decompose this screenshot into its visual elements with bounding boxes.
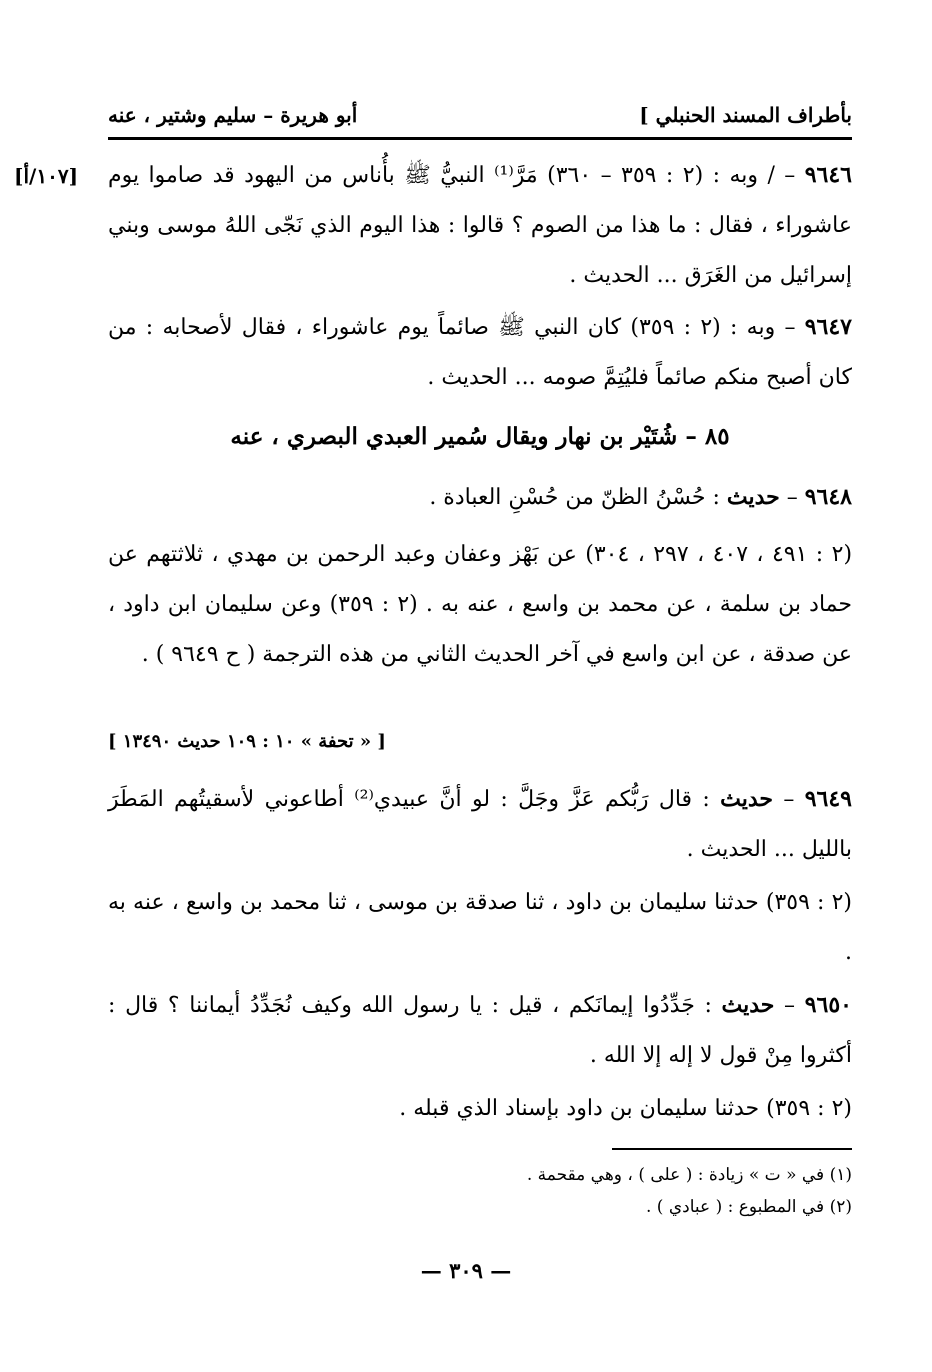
hadith-9650-matn <box>108 980 852 1081</box>
entry-number: ٩٦٤٦ <box>804 162 852 188</box>
hadith-number: ٩٦٤٨ <box>804 484 852 510</box>
entry-number: ٩٦٤٧ <box>804 314 852 340</box>
hadith-number: ٩٦٤٩ <box>804 786 852 812</box>
hadith-9649-matn <box>108 774 852 875</box>
hadith-label: حديث <box>720 786 774 812</box>
hadith-9649-isnad: (٢ : ٣٥٩) حدثنا سليمان بن داود ، ثنا صدقة بن موسى ، ثنا محمد بن واسع ، عنه به . <box>108 890 852 965</box>
hadith-dash: – <box>774 993 805 1018</box>
header-book-title: بأطراف المسند الحنبلي ] <box>639 103 852 127</box>
footnote-rule <box>612 1148 852 1150</box>
hadith-9650-isnad: (٢ : ٣٥٩) حدثنا سليمان بن داود بإسناد الذي قبله . <box>399 1096 852 1121</box>
hadith-number: ٩٦٥٠ <box>804 992 852 1018</box>
footnote-1: (١) في « ت » زيادة : ( على ) ، وهي مقحمة . <box>526 1165 852 1185</box>
hadith-9648-matn <box>108 472 852 523</box>
tuhfa-reference: [ « تحفة » ١٠ : ١٠٩ حديث ١٣٤٩٠ ] <box>108 731 386 752</box>
page-number: — ٣٠٩ — <box>420 1258 512 1283</box>
section-title: ٨٥ – شُتَيْر بن نهار ويقال سُمير العبدي البصري ، عنه <box>230 423 730 450</box>
entry-text: – وبه : (٢ : ٣٥٩) كان النبي ﷺ صائماً يوم عاشوراء ، فقال لأصحابه : من كان أصبح منكم صائماً فليُتِمَّ صومه ... الحديث . <box>108 315 852 390</box>
hadith-9648-isnad: (٢ : ٤٩١ ، ٤٠٧ ، ٢٩٧ ، ٣٠٤) عن بَهْز وعفان وعبد الرحمن بن مهدي ، ثلاثتهم عن حماد بن سلمة ، عن محمد بن واسع ، عنه به . (٢ : ٣٥٩) وعن سليمان ابن داود ، عن صدقة ، عن ابن واسع في آخر الحديث الثاني من هذه الترجمة ( ح ٩٦٤٩ ) . <box>108 542 853 667</box>
entry-9646 <box>108 150 852 301</box>
header-rule <box>108 137 852 140</box>
hadith-dash: – <box>779 485 805 510</box>
hadith-matn: : حُسْنُ الظنّ من حُسْنِ العبادة . <box>429 485 727 510</box>
footnote-2: (٢) في المطبوع : ( عبادي ) . <box>646 1197 852 1217</box>
margin-folio-note: [١٠٧/أ] <box>14 164 79 188</box>
hadith-label: حديث <box>721 992 775 1018</box>
hadith-matn: : جَدِّدُوا إيمانَكم ، قيل : يا رسول الله وكيف نُجَدِّدُ أيماننا ؟ قال : أكثروا مِنْ قول لا إله إلا الله . <box>108 993 852 1068</box>
hadith-label: حديث <box>726 484 780 510</box>
hadith-dash: – <box>773 787 805 812</box>
entry-text: – / وبه : (٢ : ٣٥٩ – ٣٦٠) مَرَّ⁽¹⁾ النبيُّ ﷺ بأُناس من اليهود قد صاموا يوم عاشوراء ، فقال : ما هذا من الصوم ؟ قالوا : هذا اليوم الذي نَجّى اللهُ موسى وبني إسرائيل من الغَرَق ... الحديث . <box>108 163 852 288</box>
header-section-title: أبو هريرة – سليم وشتير ، عنه <box>108 103 358 127</box>
entry-9647 <box>108 302 852 403</box>
hadith-matn: : قال رَبُّكم عَزَّ وجَلَّ : لو أنَّ عبيدي⁽²⁾ أطاعوني لأسقيتُهم المَطَرَ بالليل ... الحديث . <box>108 787 852 862</box>
running-header <box>108 98 852 132</box>
